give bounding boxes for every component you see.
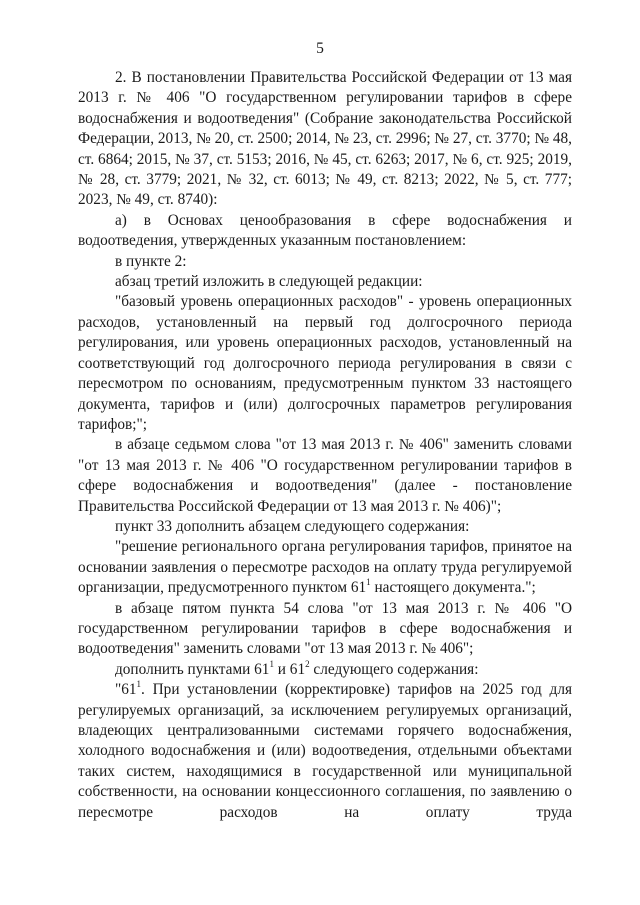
- paragraph-text: . При установлении (корректировке) тарифов на 2025 год для регулируемых организаций, за исключением регулируемых организаций, владеющих централизованными системами горячего водоснабжения, холодного водоснабжения и (или) водоотведения, отдельными объектами таких систем, находящимися в государственной или муниципальной собственности, на основании концессионного соглашения, по заявлению о пересмотре расходов на оплату труда: [78, 681, 572, 821]
- paragraph-abzac-three: [78, 272, 572, 292]
- paragraph-text: в абзаце седьмом слова "от 13 мая 2013 г. № 406" заменить словами "от 13 мая 2013 г. № 406 "О государственном регулировании тарифов в сфере водоснабжения и водоотведения" (далее - постановление Правительства Российской Федерации от 13 мая 2013 г. № 406)";: [78, 436, 572, 515]
- superscript: 1: [366, 577, 371, 588]
- paragraph-text: "решение регионального органа регулирования тарифов, принятое на основании заявления о пересмотре расходов на оплату труда регулируемой организации, предусмотренного пунктом 61: [78, 538, 572, 597]
- paragraph-point-2: [78, 252, 572, 272]
- paragraph-text: и 61: [273, 660, 306, 678]
- paragraph-decision: [78, 537, 572, 598]
- document-body: [78, 68, 572, 823]
- paragraph-text: в пункте 2:: [115, 252, 187, 270]
- paragraph-text: пункт 33 дополнить абзацем следующего содержания:: [115, 517, 470, 535]
- paragraph-text: а) в Основах ценообразования в сфере водоснабжения и водоотведения, утвержденных указанным постановлением:: [78, 211, 572, 250]
- paragraph-subitem-a: [78, 211, 572, 252]
- paragraph-text: абзац третий изложить в следующей редакции:: [115, 273, 423, 291]
- superscript: 2: [305, 658, 310, 669]
- paragraph-text: дополнить пунктами 61: [115, 660, 270, 678]
- paragraph-add-points: [78, 660, 572, 680]
- paragraph-text: в абзаце пятом пункта 54 слова "от 13 мая 2013 г. № 406 "О государственном регулировании тарифов в сфере водоснабжения и водоотведения" заменить словами "от 13 мая 2013 г. № 406";: [78, 599, 572, 658]
- page-number: 5: [316, 40, 324, 57]
- paragraph-point-61-1: [78, 680, 572, 823]
- paragraph-text: следующего содержания:: [309, 660, 479, 678]
- paragraph-point-54: [78, 599, 572, 660]
- paragraph-text: "61: [115, 681, 137, 699]
- superscript: 1: [136, 679, 142, 690]
- paragraph-abzac-seven: [78, 435, 572, 517]
- paragraph-point-33: [78, 517, 572, 537]
- paragraph-item-2: [78, 68, 572, 211]
- paragraph-text: настоящего документа.";: [370, 579, 536, 597]
- paragraph-text: 2. В постановлении Правительства Российской Федерации от 13 мая 2013 г. № 406 "О государственном регулировании тарифов в сфере водоснабжения и водоотведения" (Собрание законодательства Российской Федерации, 2013, № 20, ст. 2500; 2014, № 23, ст. 2996; № 27, ст. 3770; № 48, ст. 6864; 2015, № 37, ст. 5153; 2016, № 45, ст. 6263; 2017, № 6, ст. 925; 2019, № 28, ст. 3779; 2021, № 32, ст. 6013; № 49, ст. 8213; 2022, № 5, ст. 777; 2023, № 49, ст. 8740):: [78, 69, 572, 209]
- paragraph-text: "базовый уровень операционных расходов" - уровень операционных расходов, установленный на первый год долгосрочного периода регулирования, или уровень операционных расходов, установленный на соответствующий год долгосрочного периода регулирования в связи с пересмотром по основаниям, предусмотренным пунктом 33 настоящего документа, тарифов и (или) долгосрочных параметров регулирования тарифов;";: [78, 293, 572, 433]
- paragraph-definition: [78, 292, 572, 435]
- superscript: 1: [269, 658, 274, 669]
